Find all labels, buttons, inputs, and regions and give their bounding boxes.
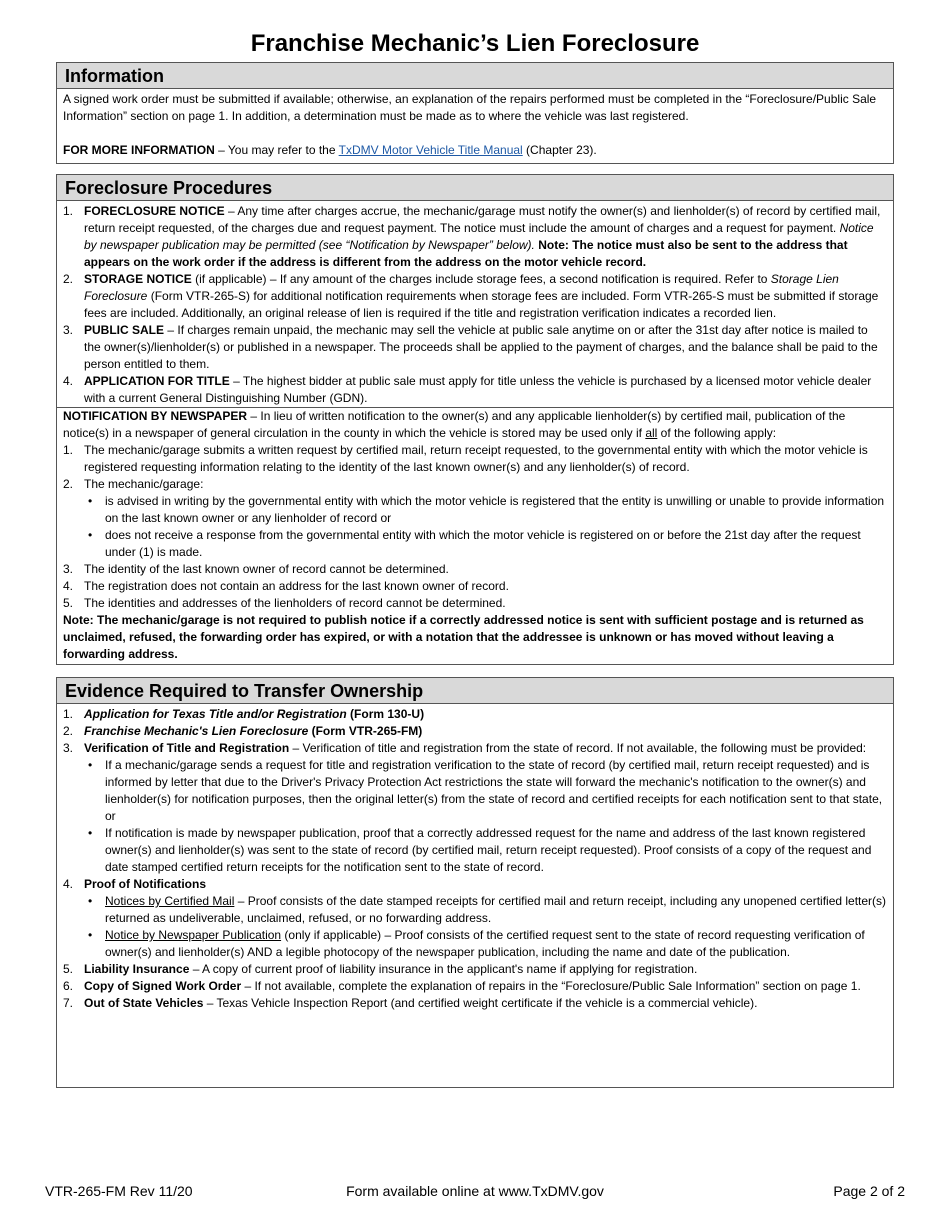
bullet-item: • If notification is made by newspaper publication, proof that a correctly addressed request for the name and address of the last known registered owner(s) and lienholder(s) was sent to the state of record (by certified mail, return receipt requested). Proof consists of a copy of the request and date stamped certified return receipts for the notification sent to the state of record. xyxy=(88,826,872,874)
information-heading: Information xyxy=(57,63,893,89)
procedures-section xyxy=(56,174,894,665)
more-information-label: FOR MORE INFORMATION xyxy=(63,143,215,157)
page-title: Franchise Mechanic’s Lien Foreclosure xyxy=(250,30,700,57)
list-item: 1. The mechanic/garage submits a written request by certified mail, return receipt requested, to the governmental entity with which the motor vehicle is registered requesting information relating to the identity of the last known owner(s) and any lienholder(s) of record. xyxy=(63,443,868,474)
form-number: VTR-265-FM Rev 11/20 xyxy=(45,1183,193,1199)
list-item: 3. PUBLIC SALE – If charges remain unpaid, the mechanic may sell the vehicle at public sale anytime on or after the 31st day after notice is mailed to the owner(s)/lienholder(s) or published in a newspaper. The proceeds shall be applied to the payment of charges, and the balance shall be paid to the person entitled to them. xyxy=(63,323,878,371)
list-item: 4. APPLICATION FOR TITLE – The highest bidder at public sale must apply for title unless the vehicle is purchased by a licensed motor vehicle dealer with a current General Distinguishing Number (GDN). xyxy=(63,374,872,405)
form-availability: Form available online at www.TxDMV.gov xyxy=(346,1183,604,1199)
list-item: 2. The mechanic/garage: xyxy=(63,477,204,491)
list-item: 5. Liability Insurance – A copy of current proof of liability insurance in the applicant's name if applying for registration. xyxy=(63,962,698,976)
procedures-heading: Foreclosure Procedures xyxy=(57,175,893,201)
more-information: FOR MORE INFORMATION – You may refer to the TxDMV Motor Vehicle Title Manual (Chapter 23). xyxy=(63,143,597,157)
list-item: 5. The identities and addresses of the lienholders of record cannot be determined. xyxy=(63,596,506,610)
bullet-item: • is advised in writing by the governmental entity with which the motor vehicle is registered that the entity is unwilling or unable to provide information on the last known owner or any lienholder of record or xyxy=(88,494,885,525)
list-item: 1. Application for Texas Title and/or Registration (Form 130-U) xyxy=(63,707,425,721)
bullet-item: • Notice by Newspaper Publication (only if applicable) – Proof consists of the certified request sent to the state of record requesting verification of owner(s) and lienholder(s) AND a legible photocopy of the newspaper publication, including the name and date of the publication. xyxy=(88,928,865,959)
list-item: 3. The identity of the last known owner of record cannot be determined. xyxy=(63,562,449,576)
list-item: 7. Out of State Vehicles – Texas Vehicle Inspection Report (and certified weight certificate if the vehicle is a commercial vehicle). xyxy=(63,996,758,1010)
list-item: 2. Franchise Mechanic's Lien Foreclosure (Form VTR-265-FM) xyxy=(63,724,423,738)
bullet-item: • does not receive a response from the governmental entity with which the motor vehicle is registered on or before the 21st day after the request under (1) is made. xyxy=(88,528,861,559)
evidence-section xyxy=(56,677,894,1088)
list-item: 3. Verification of Title and Registration – Verification of title and registration from the state of record. If not available, the following must be provided: xyxy=(63,741,867,755)
bullet-item: • Notices by Certified Mail – Proof consists of the date stamped receipts for certified mail and return receipt, including any unopened certified letter(s) returned as undeliverable, unclaimed, refused, or no forwarding address. xyxy=(88,894,887,925)
list-item: 2. STORAGE NOTICE (if applicable) – If any amount of the charges include storage fees, a second notification is required. Refer to Storage Lien Foreclosure (Form VTR-265-S) for additional notification requirements when storage fees are included. Form VTR-265-S must be submitted if storage fees are included. Additionally, an original release of lien is required if the title and registration verification indicates a recorded lien. xyxy=(63,272,879,320)
list-item: 4. Proof of Notifications xyxy=(63,877,206,891)
information-paragraph: A signed work order must be submitted if available; otherwise, an explanation of the repairs performed must be completed in the “Foreclosure/Public Sale Information” section on page 1. In addition, a determination must be made as to where the vehicle was last registered. xyxy=(63,92,877,123)
newspaper-notification: NOTIFICATION BY NEWSPAPER – In lieu of written notification to the owner(s) and any applicable lienholder(s) by certified mail, publication of the notice(s) in a newspaper of general circulation in the county in which the vehicle is stored may be used only if all of the following apply: xyxy=(63,409,846,440)
page-number: Page 2 of 2 xyxy=(833,1183,905,1199)
title-manual-link[interactable]: TxDMV Motor Vehicle Title Manual xyxy=(338,143,523,157)
information-section xyxy=(56,62,894,164)
list-item: 4. The registration does not contain an address for the last known owner of record. xyxy=(63,579,509,593)
evidence-heading: Evidence Required to Transfer Ownership xyxy=(57,678,893,704)
newspaper-note: Note: The mechanic/garage is not required to publish notice if a correctly addressed notice is sent with sufficient postage and is returned as unclaimed, refused, the forwarding order has expired, or with a notation that the addressee is unknown or has moved without leaving a forwarding address. xyxy=(63,613,864,661)
list-item: 6. Copy of Signed Work Order – If not available, complete the explanation of repairs in the “Foreclosure/Public Sale Information” section on page 1. xyxy=(63,979,861,993)
bullet-item: • If a mechanic/garage sends a request for title and registration verification to the state of record (by certified mail, return receipt requested) and is informed by letter that due to the Driver's Privacy Protection Act restrictions the state will forward the mechanic's notification to the owner(s) and lienholder(s) for notification purposes, then the original letter(s) from the state of record and certified receipts for each notification sent to that state, or xyxy=(88,758,883,823)
list-item: 1. FORECLOSURE NOTICE – Any time after charges accrue, the mechanic/garage must notify the owner(s) and lienholder(s) of record by certified mail, return receipt requested, of the charges due and request payment. The notice must include the amount of charges and a request for payment. Notice by newspaper publication may be permitted (see “Notification by Newspaper” below). Note: The notice must also be sent to the address that appears on the work order if the address is different from the address on the motor vehicle record. xyxy=(63,204,881,269)
